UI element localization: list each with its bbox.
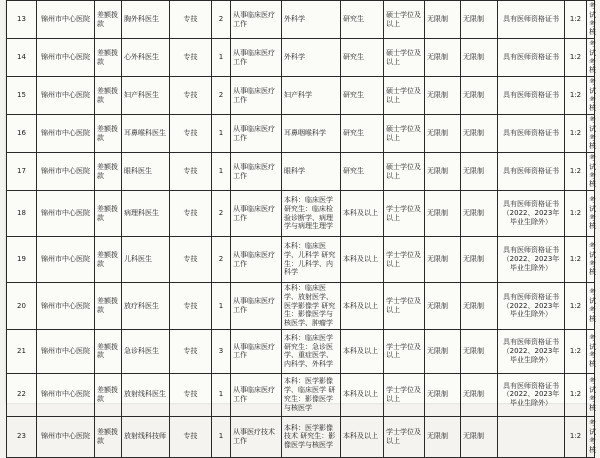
other-requirement-cell: [498, 416, 565, 457]
ratio-cell: 1:2: [565, 373, 587, 416]
method-cell: 考试考核: [587, 329, 595, 373]
duty-cell: 从事临床医疗工作: [231, 329, 282, 373]
other-requirement-cell: 具有医师资格证书（2022、2023年毕业生除外）: [498, 237, 565, 283]
funding-cell: 差额拨款: [95, 416, 122, 457]
method-cell: 考试考核: [587, 1, 595, 39]
ratio-cell: 1:2: [565, 416, 587, 457]
degree-cell: 硕士学位及以上: [384, 39, 425, 77]
education-cell: 研究生: [341, 39, 384, 77]
major-cell: 本科：临床医学 研究生：急诊医学、重症医学、内科学、外科学: [282, 329, 341, 373]
duty-cell: 从事临床医疗工作: [231, 77, 282, 115]
employer-cell: 锦州市中心医院: [37, 77, 95, 115]
education-cell: 研究生: [341, 153, 384, 191]
employer-cell: 锦州市中心医院: [37, 283, 95, 330]
age-cell: 无限制: [425, 416, 461, 457]
duty-cell: 从事临床医疗工作: [231, 39, 282, 77]
table-body: [7, 1, 595, 458]
other-requirement-cell: 具有医师资格证书: [498, 77, 565, 115]
major-cell: 本科：医学影像学、临床医学 研究生：影像医学与核医学: [282, 373, 341, 416]
degree-cell: 学士学位及以上: [384, 416, 425, 457]
recruitment-table: [6, 0, 595, 458]
funding-cell: 差额拨款: [95, 115, 122, 153]
funding-cell: 差额拨款: [95, 373, 122, 416]
age-cell: 无限制: [425, 115, 461, 153]
funding-cell: 差额拨款: [95, 1, 122, 39]
degree-cell: 学士学位及以上: [384, 237, 425, 283]
other-requirement-cell: 具有医师资格证书: [498, 1, 565, 39]
ratio-cell: 1:2: [565, 329, 587, 373]
count-cell: 3: [212, 329, 231, 373]
ratio-cell: 1:2: [565, 39, 587, 77]
row-number: 13: [7, 1, 37, 39]
major-cell: 外科学: [282, 39, 341, 77]
duty-cell: 从事临床医疗工作: [231, 237, 282, 283]
row-number: 14: [7, 39, 37, 77]
duty-cell: 从事临床医疗工作: [231, 115, 282, 153]
row-number: 21: [7, 329, 37, 373]
table-row: [7, 115, 595, 153]
household-cell: 无限制: [461, 283, 498, 330]
education-cell: 本科及以上: [341, 283, 384, 330]
count-cell: 1: [212, 416, 231, 457]
major-cell: 本科：医学影像技术 研究生：影像医学与核医学: [282, 416, 341, 457]
method-cell: 考试考核: [587, 39, 595, 77]
funding-cell: 差额拨款: [95, 39, 122, 77]
ratio-cell: 1:2: [565, 237, 587, 283]
employer-cell: 锦州市中心医院: [37, 115, 95, 153]
employer-cell: 锦州市中心医院: [37, 191, 95, 237]
household-cell: 无限制: [461, 416, 498, 457]
major-cell: 本科：临床医学 研究生：临床检验诊断学、病理学与病理生理学: [282, 191, 341, 237]
employer-cell: 锦州市中心医院: [37, 329, 95, 373]
education-cell: 本科及以上: [341, 416, 384, 457]
ratio-cell: 1:2: [565, 115, 587, 153]
table-row: [7, 77, 595, 115]
education-cell: 本科及以上: [341, 237, 384, 283]
household-cell: 无限制: [461, 115, 498, 153]
method-cell: 考试考核: [587, 283, 595, 330]
duty-cell: 从事临床医疗工作: [231, 153, 282, 191]
method-cell: 考试考核: [587, 373, 595, 416]
degree-cell: 学士学位及以上: [384, 283, 425, 330]
employer-cell: 锦州市中心医院: [37, 416, 95, 457]
major-cell: 外科学: [282, 1, 341, 39]
employer-cell: 锦州市中心医院: [37, 1, 95, 39]
table-row: [7, 237, 595, 283]
position-cell: 放射线科医生: [122, 373, 170, 416]
method-cell: 考试考核: [587, 115, 595, 153]
position-cell: 急诊科医生: [122, 329, 170, 373]
category-cell: 专技: [170, 1, 212, 39]
age-cell: 无限制: [425, 77, 461, 115]
education-cell: 研究生: [341, 1, 384, 39]
count-cell: 2: [212, 1, 231, 39]
funding-cell: 差额拨款: [95, 283, 122, 330]
position-cell: 放射线科技师: [122, 416, 170, 457]
table-row: [7, 39, 595, 77]
row-number: 23: [7, 416, 37, 457]
category-cell: 专技: [170, 39, 212, 77]
degree-cell: 学士学位及以上: [384, 329, 425, 373]
count-cell: 1: [212, 115, 231, 153]
position-cell: 心外科医生: [122, 39, 170, 77]
row-number: 20: [7, 283, 37, 330]
age-cell: 无限制: [425, 39, 461, 77]
category-cell: 专技: [170, 237, 212, 283]
funding-cell: 差额拨款: [95, 77, 122, 115]
method-cell: 考试考核: [587, 191, 595, 237]
degree-cell: 学士学位及以上: [384, 373, 425, 416]
other-requirement-cell: 具有医师资格证书（2022、2023年毕业生除外）: [498, 329, 565, 373]
age-cell: 无限制: [425, 237, 461, 283]
household-cell: 无限制: [461, 191, 498, 237]
funding-cell: 差额拨款: [95, 237, 122, 283]
table-row: [7, 191, 595, 237]
category-cell: 专技: [170, 191, 212, 237]
ratio-cell: 1:2: [565, 191, 587, 237]
household-cell: 无限制: [461, 237, 498, 283]
duty-cell: 从事临床医疗工作: [231, 1, 282, 39]
position-cell: 放疗科医生: [122, 283, 170, 330]
age-cell: 无限制: [425, 1, 461, 39]
count-cell: 2: [212, 77, 231, 115]
household-cell: 无限制: [461, 77, 498, 115]
funding-cell: 差额拨款: [95, 191, 122, 237]
table-row: [7, 329, 595, 373]
major-cell: 本科：临床医学、放射医学、医学影像学 研究生：影像医学与核医学、肿瘤学: [282, 283, 341, 330]
duty-cell: 从事医疗技术工作: [231, 416, 282, 457]
ratio-cell: 1:2: [565, 153, 587, 191]
row-number: 15: [7, 77, 37, 115]
position-cell: 眼科医生: [122, 153, 170, 191]
duty-cell: 从事临床医疗工作: [231, 283, 282, 330]
degree-cell: 硕士学位及以上: [384, 1, 425, 39]
degree-cell: 学士学位及以上: [384, 191, 425, 237]
position-cell: 胸外科医生: [122, 1, 170, 39]
age-cell: 无限制: [425, 373, 461, 416]
position-cell: 儿科医生: [122, 237, 170, 283]
method-cell: 考试考核: [587, 416, 595, 457]
age-cell: 无限制: [425, 329, 461, 373]
category-cell: 专技: [170, 115, 212, 153]
scanned-page: [6, 0, 596, 454]
other-requirement-cell: 具有医师资格证书（2022、2023年毕业生除外）: [498, 191, 565, 237]
table-row: [7, 373, 595, 416]
education-cell: 本科及以上: [341, 191, 384, 237]
category-cell: 专技: [170, 77, 212, 115]
row-number: 17: [7, 153, 37, 191]
ratio-cell: 1:2: [565, 283, 587, 330]
household-cell: 无限制: [461, 39, 498, 77]
degree-cell: 硕士学位及以上: [384, 153, 425, 191]
row-number: 16: [7, 115, 37, 153]
table-row: [7, 416, 595, 457]
position-cell: 耳鼻喉科医生: [122, 115, 170, 153]
category-cell: 专技: [170, 373, 212, 416]
row-number: 18: [7, 191, 37, 237]
household-cell: 无限制: [461, 1, 498, 39]
employer-cell: 锦州市中心医院: [37, 39, 95, 77]
funding-cell: 差额拨款: [95, 153, 122, 191]
other-requirement-cell: 具有医师资格证书: [498, 39, 565, 77]
major-cell: 妇产科学: [282, 77, 341, 115]
age-cell: 无限制: [425, 283, 461, 330]
ratio-cell: 1:2: [565, 77, 587, 115]
funding-cell: 差额拨款: [95, 329, 122, 373]
age-cell: 无限制: [425, 191, 461, 237]
degree-cell: 硕士学位及以上: [384, 77, 425, 115]
count-cell: 1: [212, 283, 231, 330]
table-row: [7, 283, 595, 330]
method-cell: 考试考核: [587, 153, 595, 191]
count-cell: 1: [212, 153, 231, 191]
row-number: 19: [7, 237, 37, 283]
education-cell: 本科及以上: [341, 373, 384, 416]
row-number: 22: [7, 373, 37, 416]
count-cell: 1: [212, 373, 231, 416]
category-cell: 专技: [170, 283, 212, 330]
household-cell: 无限制: [461, 153, 498, 191]
other-requirement-cell: 具有医师资格证书: [498, 153, 565, 191]
table-row: [7, 1, 595, 39]
education-cell: 研究生: [341, 115, 384, 153]
category-cell: 专技: [170, 329, 212, 373]
education-cell: 本科及以上: [341, 329, 384, 373]
major-cell: 眼科学: [282, 153, 341, 191]
major-cell: 本科：临床医学、儿科学 研究生：儿科学、内科学: [282, 237, 341, 283]
duty-cell: 从事临床医疗工作: [231, 373, 282, 416]
major-cell: 耳鼻咽喉科学: [282, 115, 341, 153]
education-cell: 研究生: [341, 77, 384, 115]
method-cell: 考试考核: [587, 77, 595, 115]
employer-cell: 锦州市中心医院: [37, 237, 95, 283]
ratio-cell: 1:2: [565, 1, 587, 39]
method-cell: 考试考核: [587, 237, 595, 283]
position-cell: 病理科医生: [122, 191, 170, 237]
count-cell: 2: [212, 237, 231, 283]
table-row: [7, 153, 595, 191]
household-cell: 无限制: [461, 329, 498, 373]
other-requirement-cell: 具有医师资格证书: [498, 115, 565, 153]
degree-cell: 硕士学位及以上: [384, 115, 425, 153]
category-cell: 专技: [170, 416, 212, 457]
other-requirement-cell: 具有医师资格证书（2022、2023年毕业生除外）: [498, 283, 565, 330]
employer-cell: 锦州市中心医院: [37, 373, 95, 416]
other-requirement-cell: 具有医师资格证书（2022、2023年毕业生除外）: [498, 373, 565, 416]
duty-cell: 从事临床医疗工作: [231, 191, 282, 237]
category-cell: 专技: [170, 153, 212, 191]
count-cell: 1: [212, 39, 231, 77]
position-cell: 妇产科医生: [122, 77, 170, 115]
count-cell: 2: [212, 191, 231, 237]
age-cell: 无限制: [425, 153, 461, 191]
household-cell: 无限制: [461, 373, 498, 416]
employer-cell: 锦州市中心医院: [37, 153, 95, 191]
